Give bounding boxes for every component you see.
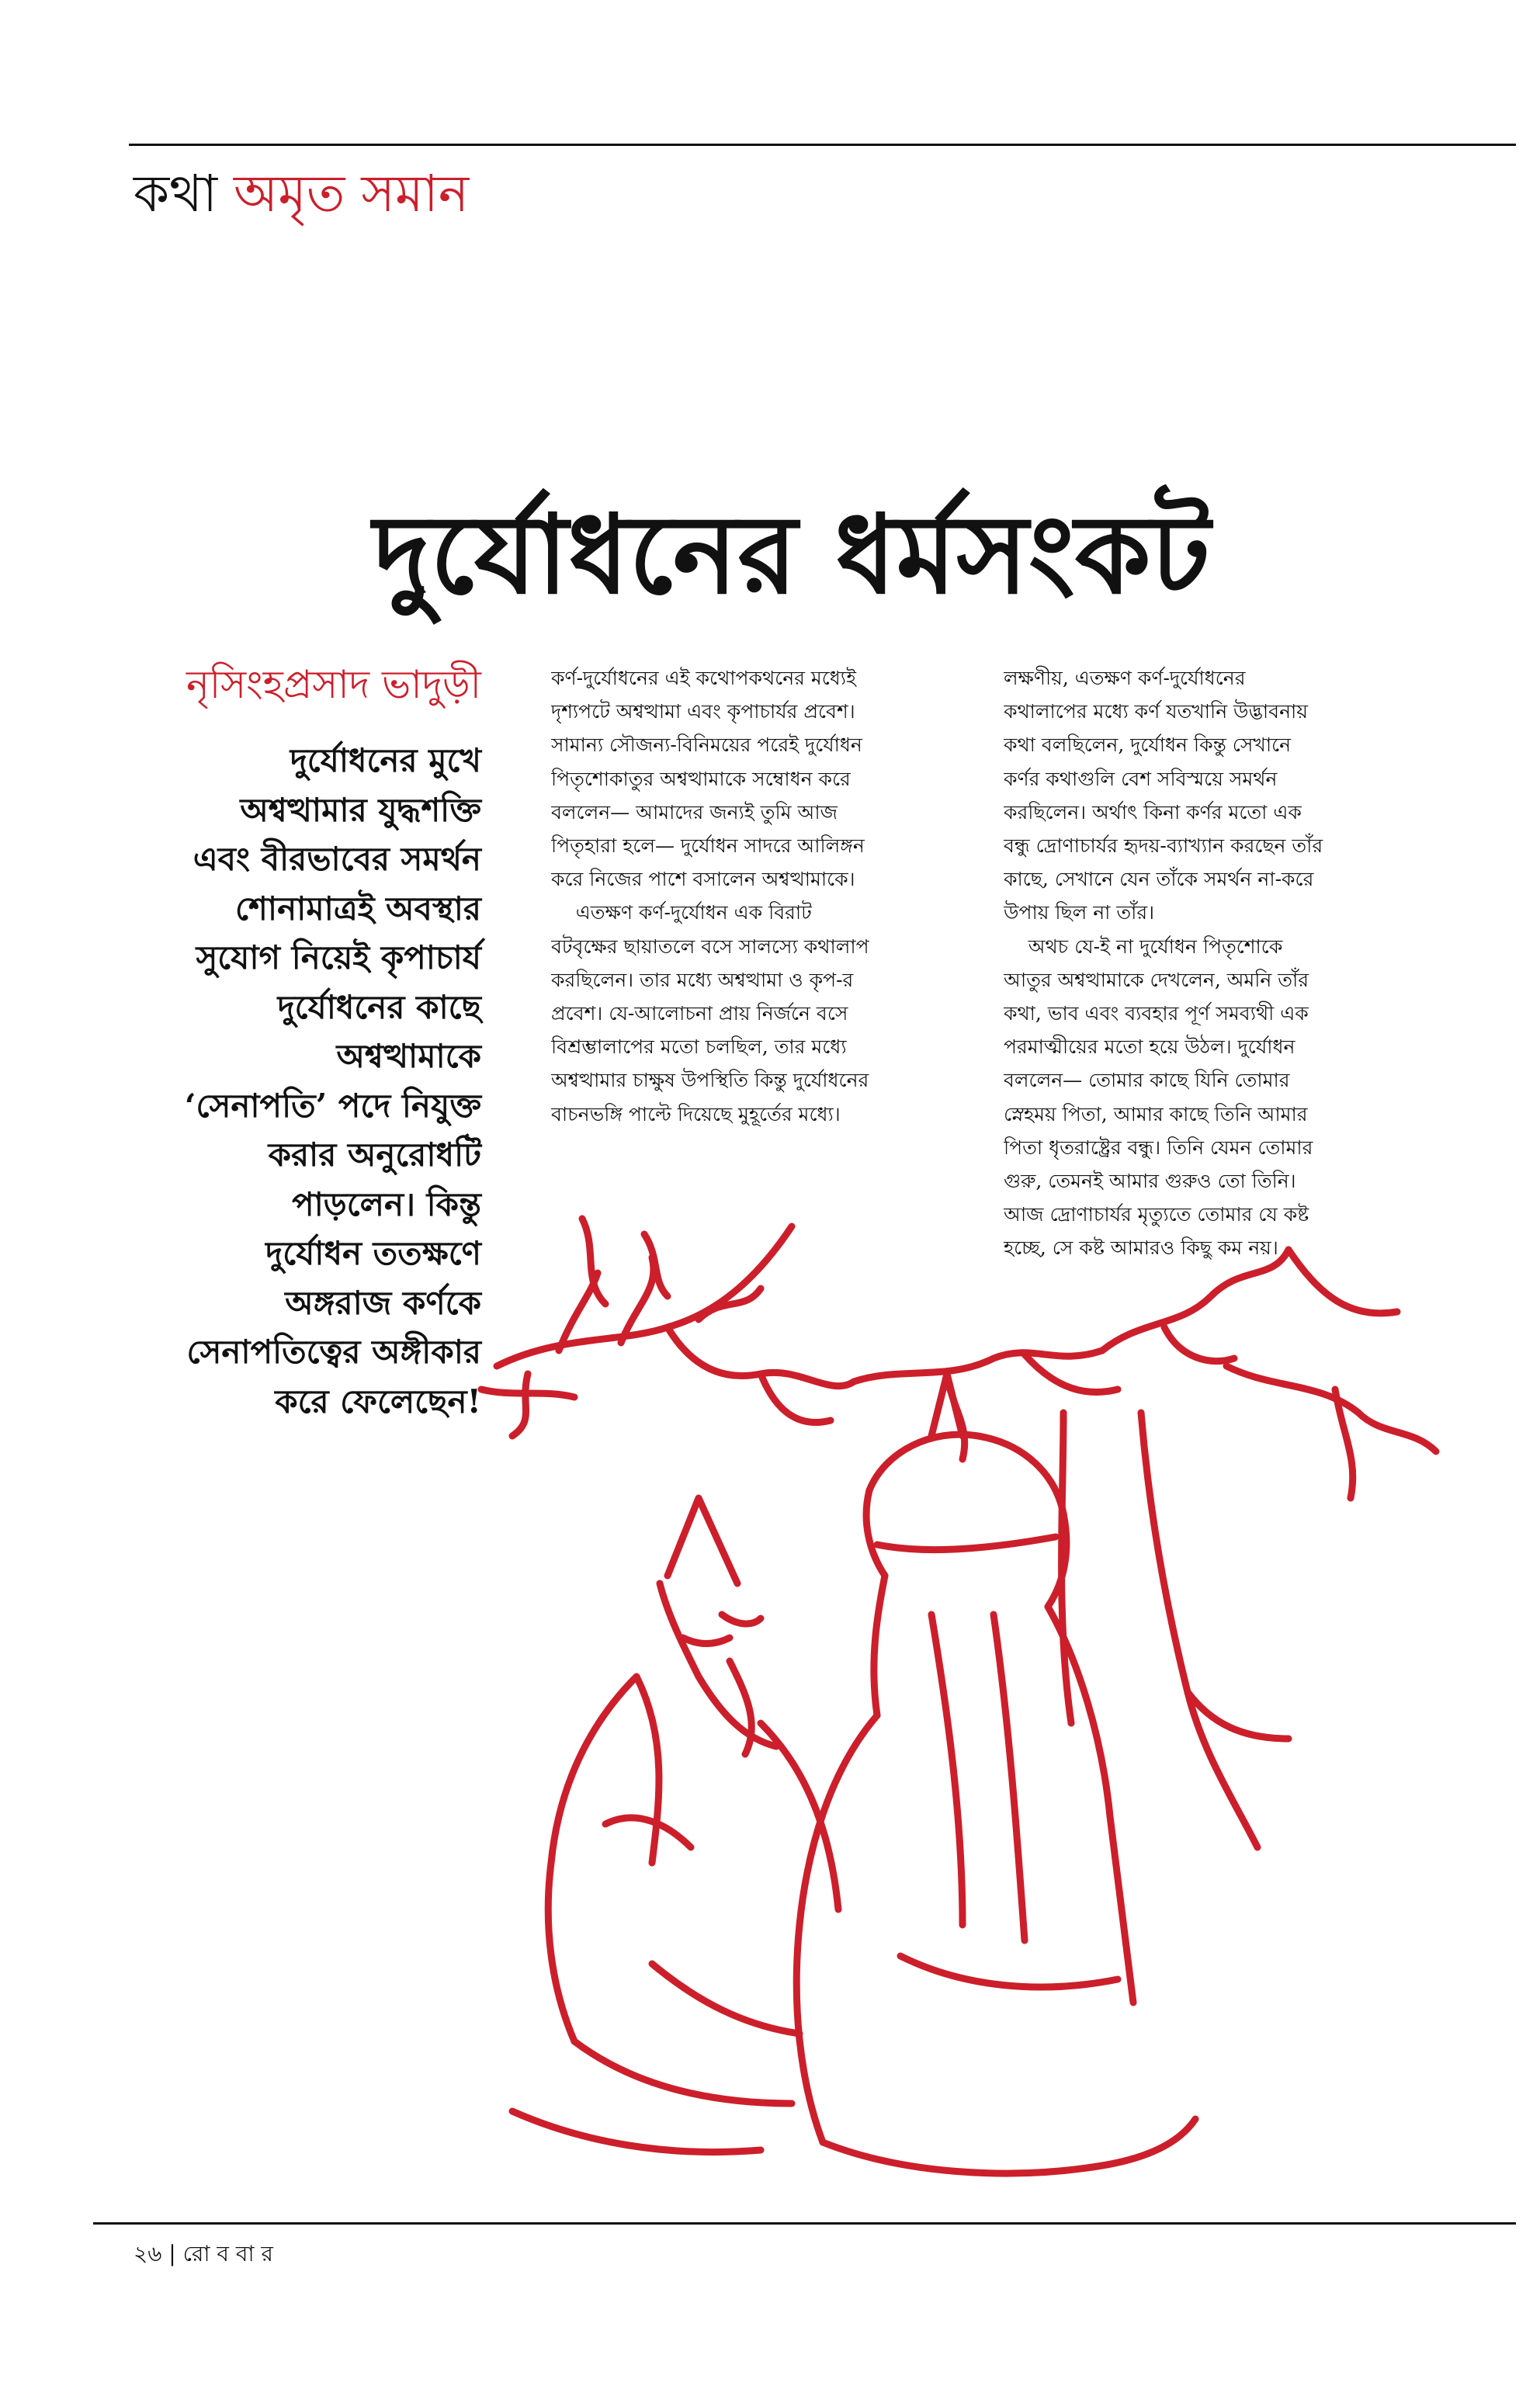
section-label-part2: অমৃত সমান [234, 164, 470, 224]
body-line: কথা বলছিলেন, দুর্যোধন কিন্তু সেখানে [1004, 734, 1292, 757]
section-label [134, 163, 469, 225]
pull-quote-line: পাড়লেন। কিন্তু [292, 1184, 481, 1223]
pull-quote [124, 736, 481, 1426]
body-line: কর্ণ-দুর্যোধনের এই কথোপকথনের মধ্যেই [551, 667, 857, 689]
body-line: আতুর অশ্বত্থামাকে দেখলেন, অমনি তাঁর [1004, 968, 1309, 991]
page-footer: ২৬ | রো ব বা র [134, 2241, 273, 2266]
body-line: করে নিজের পাশে বসালেন অশ্বত্থামাকে। [551, 868, 855, 891]
pull-quote-line: সুযোগ নিয়েই কৃপাচার্য [196, 938, 481, 976]
pull-quote-line: শোনামাত্রই অবস্থার [235, 889, 481, 928]
headline: দুর্যোধনের ধর্মসংকট [373, 491, 1211, 619]
body-line: প্রবেশ। যে-আলোচনা প্রায় নির্জনে বসে [551, 1002, 848, 1025]
body-line: কাছে, সেখানে যেন তাঁকে সমর্থন না-করে [1004, 868, 1314, 891]
body-line: গুরু, তেমনই আমার গুরুও তো তিনি। [1004, 1170, 1296, 1193]
body-line: আজ দ্রোণাচার্যর মৃত্যুতে তোমার যে কষ্ট [1004, 1203, 1309, 1226]
body-line: করছিলেন। তার মধ্যে অশ্বত্থামা ও কৃপ-র [551, 968, 854, 991]
body-line: কথালাপের মধ্যে কর্ণ যতখানি উদ্ভাবনায় [1004, 700, 1308, 723]
pull-quote-line: অশ্বত্থামার যুদ্ধশক্তি [240, 790, 481, 829]
body-column-1 [551, 661, 955, 1131]
pull-quote-line: এবং বীরভাবের সমর্থন [192, 840, 481, 878]
pull-quote-line: করার অনুরোধটি [268, 1136, 481, 1174]
body-line: এতক্ষণ কর্ণ-দুর্যোধন এক বিরাট [551, 901, 812, 924]
body-line: উপায় ছিল না তাঁর। [1004, 901, 1155, 924]
body-line: অথচ যে-ই না দুর্যোধন পিতৃশোকে [1004, 935, 1283, 958]
body-line: লক্ষণীয়, এতক্ষণ কর্ণ-দুর্যোধনের [1004, 667, 1246, 689]
top-rule [129, 144, 1516, 146]
body-line: পরমাত্মীয়ের মতো হয়ে উঠল। দুর্যোধন [1004, 1035, 1295, 1059]
body-line: দৃশ্যপটে অশ্বত্থামা এবং কৃপাচার্যর প্রবেশ। [551, 700, 855, 723]
pull-quote-line: দুর্যোধনের মুখে [290, 741, 481, 779]
pull-quote-line: সেনাপতিত্বের অঙ্গীকার [186, 1333, 481, 1371]
body-line: সামান্য সৌজন্য-বিনিময়ের পরেই দুর্যোধন [551, 734, 862, 757]
pull-quote-line: ‘সেনাপতি’ পদে নিযুক্ত [184, 1086, 481, 1125]
body-line: বাচনভঙ্গি পাল্টে দিয়েছে মুহূর্তের মধ্যে। [551, 1102, 841, 1125]
body-line: করছিলেন। অর্থাৎ কিনা কর্ণর মতো এক [1004, 800, 1302, 824]
body-line: অশ্বত্থামার চাক্ষুষ উপস্থিতি কিন্তু দুর্যোধনের [551, 1069, 869, 1092]
body-line: বন্ধু দ্রোণাচার্যর হৃদয়-ব্যাখ্যান করছেন তাঁর [1004, 834, 1323, 858]
body-line: পিতৃহারা হলে— দুর্যোধন সাদরে আলিঙ্গন [551, 834, 865, 858]
body-line: কর্ণর কথাগুলি বেশ সবিস্ময়ে সমর্থন [1004, 767, 1278, 790]
section-label-part1: কথা [134, 164, 218, 224]
pull-quote-line: দুর্যোধনের কাছে [277, 987, 481, 1026]
illustration-two-figures-under-tree [466, 1180, 1475, 2204]
body-line: বটবৃক্ষের ছায়াতলে বসে সালস্যে কথালাপ [551, 935, 869, 958]
body-line: স্নেহময় পিতা, আমার কাছে তিনি আমার [1004, 1102, 1308, 1125]
bottom-rule [93, 2222, 1516, 2225]
pull-quote-line: অশ্বত্থামাকে [336, 1037, 481, 1075]
pull-quote-line: দুর্যোধন ততক্ষণে [265, 1234, 481, 1272]
body-line: বললেন— তোমার কাছে যিনি তোমার [1004, 1069, 1290, 1092]
body-line: পিতৃশোকাতুর অশ্বত্থামাকে সম্বোধন করে [551, 767, 851, 790]
body-column-2 [1004, 661, 1407, 1265]
body-line: পিতা ধৃতরাষ্ট্রের বন্ধু। তিনি যেমন তোমার [1004, 1136, 1313, 1159]
body-line: কথা, ভাব এবং ব্যবহার পূর্ণ সমব্যথী এক [1004, 1002, 1309, 1025]
body-line: বললেন— আমাদের জন্যই তুমি আজ [551, 800, 838, 824]
pull-quote-line: করে ফেলেছেন! [275, 1382, 481, 1420]
pull-quote-line: অঙ্গরাজ কর্ণকে [285, 1283, 481, 1322]
author-byline: নৃসিংহপ্রসাদ ভাদুড়ী [186, 662, 481, 707]
body-line: বিশ্রম্ভালাপের মতো চলছিল, তার মধ্যে [551, 1035, 847, 1059]
body-line: হচ্ছে, সে কষ্ট আমারও কিছু কম নয়। [1004, 1236, 1278, 1260]
